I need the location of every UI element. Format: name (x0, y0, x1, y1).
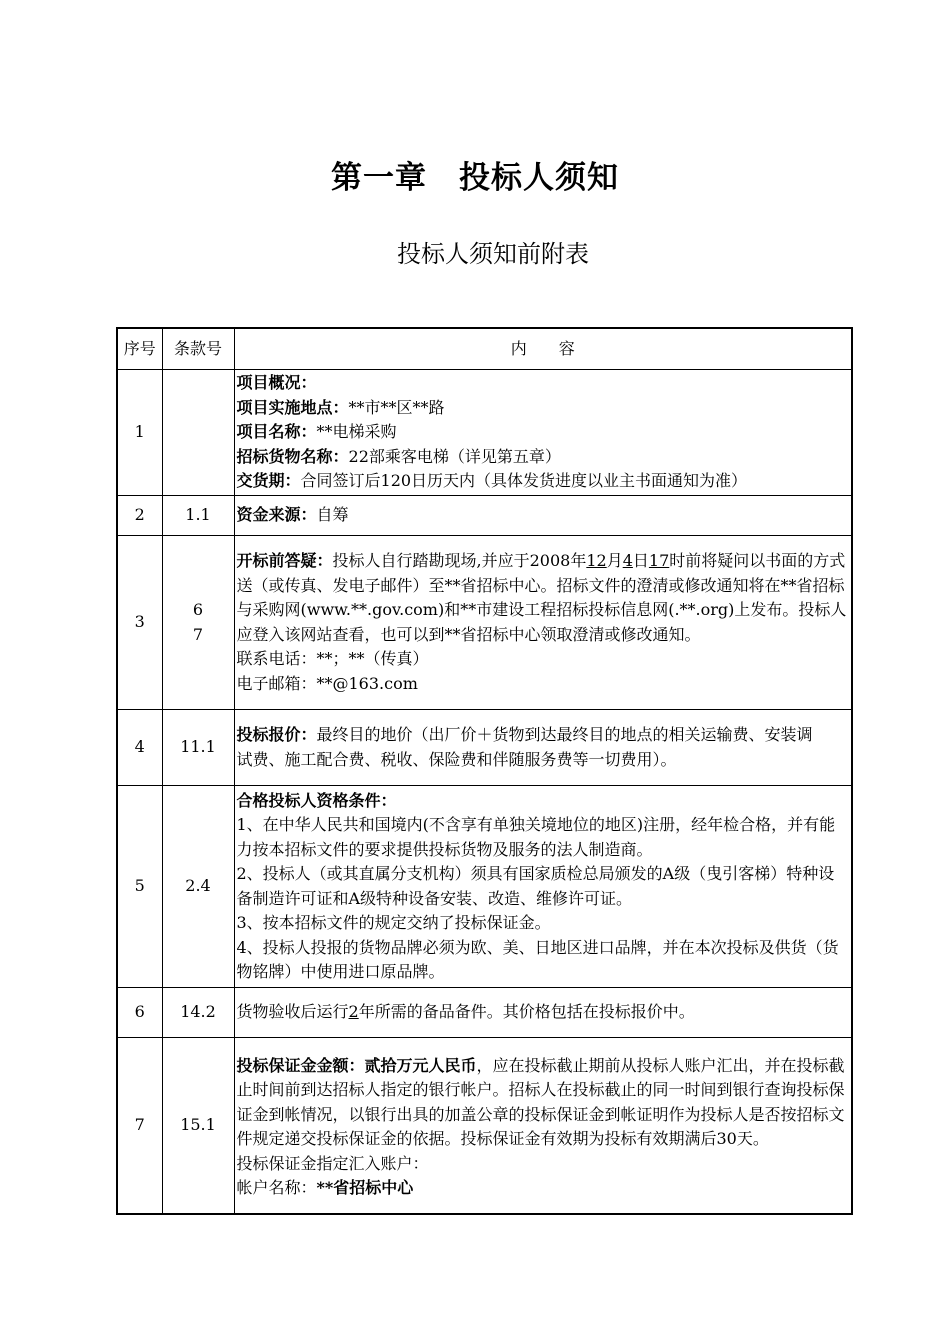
row-content (234, 370, 852, 496)
row-clause: 1.1 (162, 496, 234, 536)
sub-title: 投标人须知前附表 (397, 240, 589, 268)
row-content (234, 710, 852, 786)
row-num: 7 (117, 1038, 162, 1214)
header-num: 序号 (117, 328, 162, 370)
table-header-row (117, 328, 852, 370)
qualification-item-3: 3、按本招标文件的规定交纳了投标保证金。 (236, 913, 551, 932)
location-value: **市**区**路 (348, 397, 445, 417)
row-content (234, 496, 852, 536)
account-label: 帐户名称： (236, 1178, 317, 1198)
qa-text-4: 时前将疑问以书面的方式送（或传真、发电子邮件）至**省招标中心。招标文件的澄清或修改通知将在**省招标与采购网(www.**.gov.com)和**市建设工程招标投标信息网(.**.org)上发布。投标人应登入该网站查看，也可以到**省招标中心领取澄清或修改通知。 (236, 551, 847, 644)
row-clause: 11.1 (162, 710, 234, 786)
qualification-item-1: 1、在中华人民共和国境内(不含享有单独关境地位的地区)注册，经年检合格，并有能力按本招标文件的要求提供投标货物及服务的法人制造商。 (236, 815, 836, 859)
project-name-label: 项目名称： (236, 422, 317, 442)
qa-text-3: 日 (632, 551, 649, 570)
row-num: 4 (117, 710, 162, 786)
row-content (234, 1038, 852, 1214)
funding-label: 资金来源： (236, 505, 317, 525)
table-row (117, 1038, 852, 1214)
delivery-label: 交货期： (236, 471, 301, 491)
spare-text-1: 货物验收后运行 (236, 1002, 349, 1022)
table-row (117, 536, 852, 710)
bid-price-text: 最终目的地价（出厂价＋货物到达最终目的地点的相关运输费、安装调试费、施工配合费、税收、保险费和伴随服务费等一切费用）。 (236, 725, 813, 769)
row-content (234, 536, 852, 710)
row-content (234, 786, 852, 988)
chapter-title: 第一章 投标人须知 (331, 160, 619, 196)
account-intro: 投标保证金指定汇入账户： (236, 1153, 429, 1173)
row-clause: 2.4 (162, 786, 234, 988)
deposit-label: 投标保证金金额： (236, 1055, 365, 1075)
spare-text-2: 年所需的备品备件。其价格包括在投标报价中。 (358, 1002, 695, 1022)
project-overview-label: 项目概况： (236, 373, 317, 393)
row-num: 2 (117, 496, 162, 536)
qualification-label: 合格投标人资格条件： (236, 790, 397, 810)
qualification-item-2: 2、投标人（或其直属分支机构）须具有国家质检总局颁发的A级（曳引客梯）特种设备制造许可证和A级特种设备安装、改造、维修许可证。 (236, 864, 835, 908)
row-num: 3 (117, 536, 162, 710)
qa-text-1: 投标人自行踏勘现场,并应于2008年 (332, 551, 587, 570)
deposit-amount: 贰拾万元人民币 (364, 1055, 477, 1075)
table-row (117, 710, 852, 786)
deposit-text: ，应在投标截止期前从投标人账户汇出，并在投标截止时间前到达招标人指定的银行帐户。招标人在投标截止的同一时间到银行查询投标保证金到帐情况，以银行出具的加盖公章的投标保证金到帐证明作为投标人是否按招标文件规定递交投标保证金的依据。投标保证金有效期为投标有效期满后30天。 (236, 1055, 845, 1149)
clause-a: 6 (192, 600, 204, 619)
qa-month: 12 (586, 551, 607, 570)
goods-name-label: 招标货物名称： (236, 446, 349, 466)
qa-text-2: 月 (606, 551, 623, 570)
qa-hour: 17 (648, 551, 670, 570)
project-name-value: **电梯采购 (316, 422, 397, 442)
row-content (234, 988, 852, 1038)
row-clause (162, 370, 234, 496)
header-clause: 条款号 (162, 328, 234, 370)
row-clause: 15.1 (162, 1038, 234, 1214)
table-row (117, 988, 852, 1038)
table-row (117, 786, 852, 988)
spare-years: 2 (348, 1002, 359, 1022)
qa-label: 开标前答疑： (236, 551, 333, 570)
location-label: 项目实施地点： (236, 397, 349, 417)
contact-email: 电子邮箱：**@163.com (236, 673, 418, 693)
account-name: **省招标中心 (316, 1178, 414, 1198)
row-clause (162, 536, 234, 710)
row-num: 1 (117, 370, 162, 496)
goods-name-value: 22部乘客电梯（详见第五章） (348, 446, 561, 466)
table-row (117, 496, 852, 536)
contact-phone: 联系电话：**；**（传真） (236, 649, 429, 668)
row-num: 6 (117, 988, 162, 1038)
header-content: 内 容 (234, 328, 852, 370)
row-clause: 14.2 (162, 988, 234, 1038)
front-table (116, 327, 853, 1215)
table-row (117, 370, 852, 496)
qa-day: 4 (622, 551, 633, 570)
delivery-value: 合同签订后120日历天内（具体发货进度以业主书面通知为准） (300, 471, 748, 491)
clause-b: 7 (192, 624, 204, 644)
qualification-item-4: 4、投标人投报的货物品牌必须为欧、美、日地区进口品牌，并在本次投标及供货（货物铭牌）中使用进口原品牌。 (236, 937, 839, 981)
funding-value: 自筹 (316, 505, 349, 525)
bid-price-label: 投标报价： (236, 725, 317, 744)
row-num: 5 (117, 786, 162, 988)
